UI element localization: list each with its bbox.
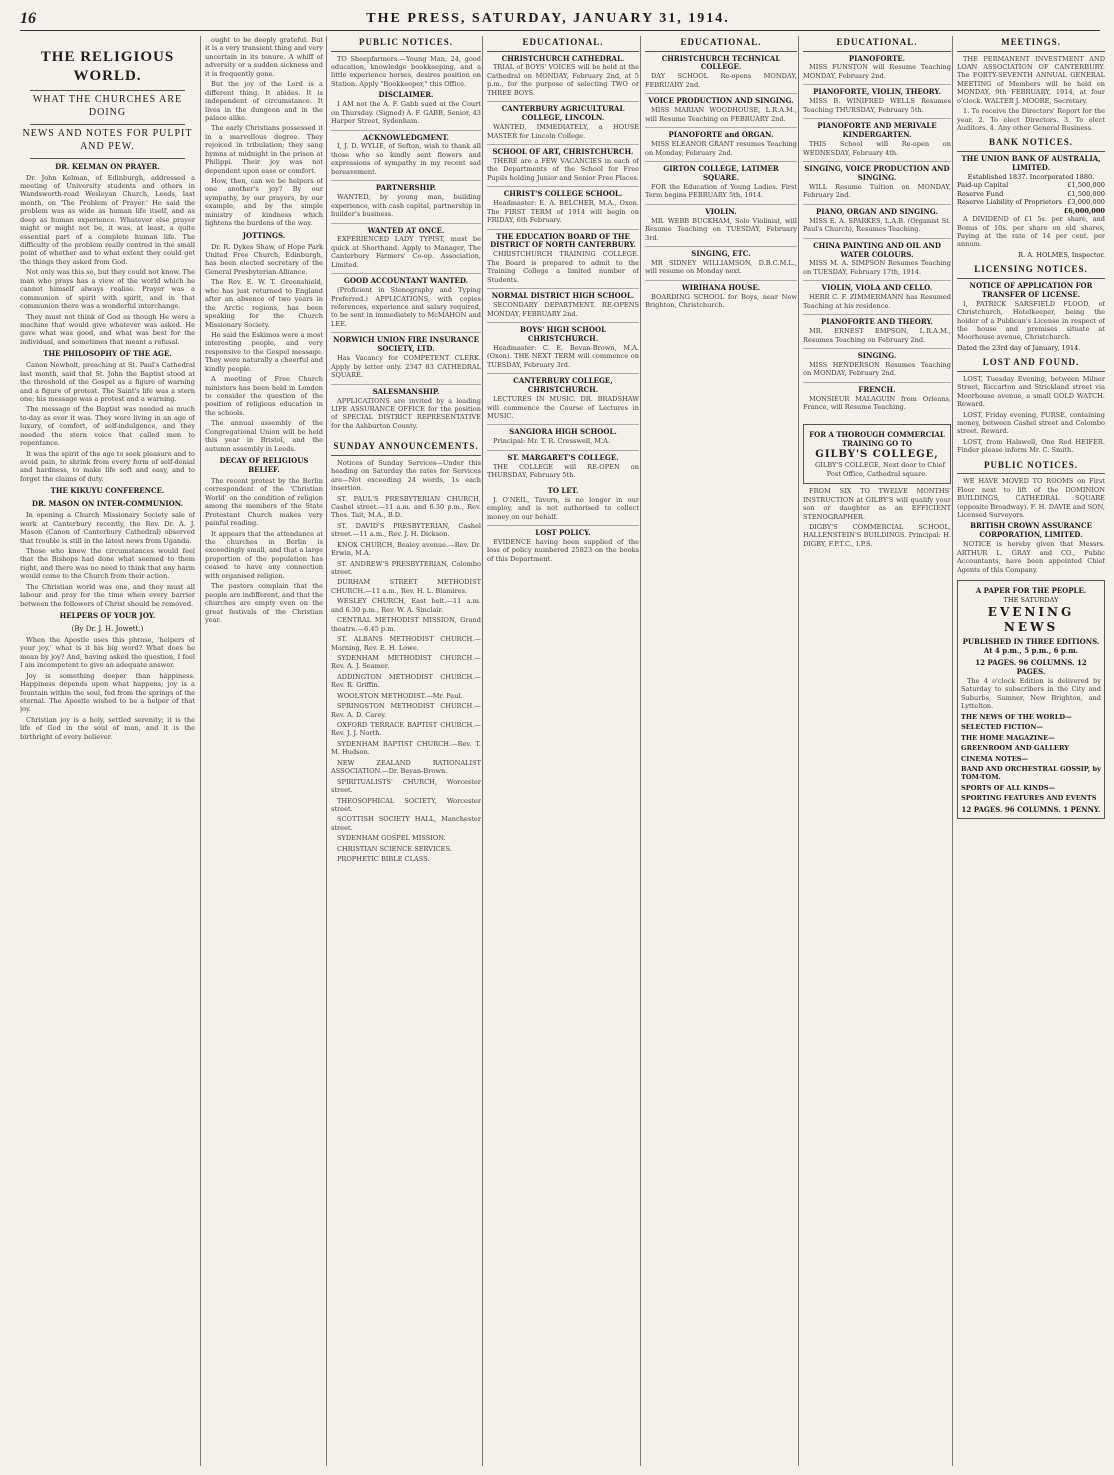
- meetings-heading: MEETINGS.: [957, 36, 1105, 52]
- sunday-item: SPRINGSTON METHODIST CHURCH.—Rev. A. D. Carey.: [331, 702, 481, 719]
- educational-item: [487, 292, 639, 323]
- educational-item: [487, 377, 639, 425]
- column-religious: THE RELIGIOUS WORLD. WHAT THE CHURCHES ARE DOING NEWS AND NOTES FOR PULPIT AND PEW. DR. KELMAN ON PRAYER. Dr. John Kelman, of Edinburgh, addressed a meeting of University students and others in Wandsworth-road Wesleyan Church, Leeds, last month, on 'The Problem of Prayer.' He said the problem was as wide as human life itself, and as deep as human experience. Whatever else prayer might or might not be, it was, at least, a quite essential part of a complete human life. The difficulty of the problem really centred in the small point of whether and to what extent they could get the things they asked from God. Not only was this so, but they could not know. The man who prays has a view of the world which he cannot himself always realise. Prayer was a communion of spirit with spirit, and in that communion there was a wonderful interchange. They must not think of God as though He were a machine that would give whatever was asked. He gave what was good, and what was best for the individual, and sometimes that meant a refusal. THE PHILOSOPHY OF THE AGE. Canon Newbolt, preaching at St. Paul's Cathedral last month, said that St. John the Baptist stood at the threshold of the Gospel as a figure of warning and a figure of protest. The Saint's life was a stern one; his message was a protest and a warning. The message of the Baptist was needed as much to-day as ever it was. They were living in an age of luxury, of comfort, of self-indulgence, and they needed the stern voice that called men to repentance. It was the spirit of the age to seek pleasure and to avoid pain, to shrink from every form of self-denial and hardness, to make life soft and easy, and to forget the claims of duty. THE KIKUYU CONFERENCE. DR. MASON ON INTER-COMMUNION. In opening a Church Missionary Society sale of work at Canterbury recently, the Rev. Dr. A. J. Mason (Canon of Canterbury Cathedral) observed that trouble is still in the latest news from Uganda. Those who knew the circumstances would feel that the Bishops had done what seemed to them right, and there was no need to think that any harm would come to the Church from their action. The Christian world was one, and they must all labour and pray for the time when every barrier between the followers of Christ should be removed. HELPERS OF YOUR JOY. (By Dr. J. H. Jowett.) When the Apostle uses this phrase, 'helpers of your joy,' what is it his big word? What does he mean by joy? And, having asked the question, I feel I am incompetent to give an adequate answer. Joy is something deeper than happiness. Happiness depends upon what happens; joy is a fountain within the soul, fed from the springs of the eternal. The Apostle wished to be a helper of that joy. Christian joy is a holy, settled serenity; it is the life of God in the soul of man, and it is the birthright of every believer.: [20, 49, 195, 741]
- music-title: PIANOFORTE.: [848, 53, 906, 63]
- sunday-item: SYDENHAM GOSPEL MISSION.: [337, 834, 446, 843]
- educational-item: [487, 105, 639, 145]
- notice-text: Has Vacancy for COMPETENT CLERK. Apply by letter only. 2347 83 CATHEDRAL SQUARE.: [331, 354, 481, 380]
- article-text: In opening a Church Missionary Society sale of work at Canterbury recently, the Rev. Dr. A. J. Mason (Canon of Canterbury Cathedral) observed that trouble is still in the latest news from Uganda.: [20, 511, 195, 545]
- sunday-item: NEW ZEALAND RATIONALIST ASSOCIATION.—Dr. Bevan-Brown.: [331, 758, 481, 776]
- educational-title: NORMAL DISTRICT HIGH SCHOOL.: [491, 291, 635, 301]
- notice-item: [331, 336, 481, 384]
- educational-item: [645, 250, 797, 281]
- educational-title: BOYS' HIGH SCHOOL CHRISTCHURCH.: [519, 325, 607, 343]
- article-text: Canon Newbolt, preaching at St. Paul's Cathedral last month, said that St. John the Baptist stood at the threshold of the Gospel as a figure of warning and a figure of protest. The Saint's life was a stern one; his message was a protest and a warning.: [20, 361, 195, 403]
- article-text: Dr. John Kelman, of Edinburgh, addressed a meeting of University students and others in Wandsworth-road Wesleyan Church, Leeds, last month, on 'The Problem of Prayer.' He said the problem was as wide as human life itself, and as deep as human experience. Whatever else prayer might or might not be, it was, at least, a quite essential part of a complete human life. The difficulty of the problem really centred in the small point of whether and to what extent they could get the things they asked from God.: [20, 173, 195, 266]
- music-text: MONSIEUR MALAGUIN from Orleans, France, will Resume Teaching.: [803, 394, 951, 412]
- sunday-item: ADDINGTON METHODIST CHURCH.—Rev. R. Griffin.: [331, 672, 481, 690]
- educational-item: [645, 284, 797, 314]
- article-text: When the Apostle uses this phrase, 'helpers of your joy,' what is it his big word? What does he mean by joy? And, having asked the question, I feel I am incompetent to give an adequate answer.: [20, 635, 195, 670]
- music-title: PIANO, ORGAN AND SINGING.: [816, 206, 938, 216]
- music-item: [803, 165, 951, 205]
- bank-figure-value: £1,500,000: [1067, 189, 1105, 198]
- bank-figure-label: Reserve Liability of Proprietors: [957, 198, 1063, 207]
- religious-subheading2: NEWS AND NOTES FOR PULPIT AND PEW.: [22, 127, 193, 152]
- music-title: SINGING, VOICE PRODUCTION AND SINGING.: [804, 163, 950, 182]
- educational-item: [487, 326, 639, 374]
- sunday-item: PROPHETIC BIBLE CLASS.: [337, 855, 430, 864]
- notice-title: ACKNOWLEDGMENT.: [363, 132, 449, 142]
- sunday-intro: Notices of Sunday Services—Under this heading on Saturday the rates for Services are—Not exceeding 24 words, 1s each insertion.: [331, 458, 481, 493]
- evening-news-footer: 12 PAGES. 96 COLUMNS. 1 PENNY.: [961, 804, 1101, 814]
- sunday-item: OXFORD TERRACE BAPTIST CHURCH.—Rev. J. J. North.: [331, 721, 481, 738]
- notice-item: [331, 184, 481, 223]
- evening-news-title: EVENING NEWS: [987, 604, 1075, 634]
- educational-text: CHRISTCHURCH TRAINING COLLEGE. The Board is prepared to admit to the Training College a limited number of Students.: [487, 250, 639, 284]
- evening-news-section: GREENROOM AND GALLERY: [961, 744, 1069, 753]
- evening-news-pages: 12 PAGES. 96 COLUMNS. 12 PAGES.: [975, 658, 1087, 677]
- licensing-heading: LICENSING NOTICES.: [957, 263, 1105, 279]
- music-title: VIOLIN, VIOLA AND CELLO.: [821, 283, 933, 293]
- notice-title: PARTNERSHIP.: [375, 183, 437, 193]
- article-title: DR. KELMAN ON PRAYER.: [55, 161, 160, 171]
- lost-item: LOST, from Halswell, One Red HEIFER. Finder please inform Mr. C. Smith.: [957, 437, 1105, 455]
- music-text: MISS M. A. SIMPSON Resumes Teaching on TUESDAY, February 17th, 1914.: [803, 259, 951, 276]
- sunday-item: SCOTTISH SOCIETY HALL, Manchester street.: [331, 815, 481, 832]
- evening-news-section: SPORTING FEATURES AND EVENTS: [961, 794, 1097, 803]
- notice-item: [331, 91, 481, 130]
- educational-text: MISS ELEANOR GRANT resumes Teaching on Monday, February 2nd.: [645, 140, 797, 157]
- article-text: ought to be deeply grateful. But it is a very transient thing and very uncertain in its tenure. A whiff of adversity or a sudden sickness and it is frequently gone.: [205, 36, 323, 78]
- educational-text: THE COLLEGE will RE-OPEN on THURSDAY, February 5th.: [487, 462, 639, 480]
- educational-title: VIOLIN.: [705, 206, 737, 216]
- lost-item: LOST, Friday evening, PURSE, containing money, between Cashel street and Colombo street. Reward.: [957, 410, 1105, 436]
- educational-title: PIANOFORTE and ORGAN.: [668, 130, 774, 140]
- bank-figure-label: Paid-up Capital: [957, 181, 1009, 190]
- public-notices2-heading: PUBLIC NOTICES.: [957, 459, 1105, 475]
- educational-heading: EDUCATIONAL.: [487, 36, 639, 52]
- educational-item: [645, 55, 797, 95]
- notice-text: I, J. D. WYLIE, of Sefton, wish to thank all those who so kindly sent flowers and expressions of sympathy in my recent sad bereavement.: [331, 142, 481, 176]
- notice-item: [331, 277, 481, 333]
- educational-text: DAY SCHOOL Re-opens MONDAY, FEBRUARY 2nd.: [645, 72, 797, 89]
- masthead: [20, 8, 1100, 31]
- bank-signature: R. A. HOLMES, Inspector.: [1018, 250, 1105, 259]
- column-religious-cont: ought to be deeply grateful. But it is a very transient thing and very uncertain in its tenure. A whiff of adversity or a sudden sickness and it is frequently gone. But the joy of the Lord is a different thing. It abides. It is independent of circumstance. It lives in the dungeon and in the palace alike. The early Christians possessed it in a marvellous degree. They rejoiced in tribulation; they sang hymns at midnight in the prison at Philippi. Their joy was not dependent upon ease or comfort. How, then, can we be helpers of one another's joy? By our sympathy, by our prayers, by our example, and by the simple ministry of kindness which lightens the burdens of the way. JOTTINGS. Dr. R. Dykes Shaw, of Hope Park United Free Church, Edinburgh, has been elected secretary of the General Presbyterian Alliance. The Rev. E. W. T. Greenshield, who has just returned to England after an absence of two years in the Arctic regions, has been speaking for the Church Missionary Society. He said the Eskimos were a most interesting people, and very responsive to the Gospel message. They were naturally a cheerful and kindly people. A meeting of Free Church ministers has been held in London to consider the question of the position of religious education in the schools. The annual assembly of the Congregational Union will be held this year in Bristol, and the autumn assembly in Leeds. DECAY OF RELIGIOUS BELIEF. The recent protest by the Berlin correspondent of the 'Christian World' on the condition of religion among the members of the State Protestant Church makes very painful reading. It appears that the attendance at the churches in Berlin is exceedingly small, and that a large proportion of the population has ceased to have any connection with organised religion. The pastors complain that the people are indifferent, and that the churches are empty even on the great festivals of the Christian year.: [200, 36, 323, 1466]
- sunday-item: DURHAM STREET METHODIST CHURCH.—11 a.m., Rev. H. L. Blamires.: [331, 578, 481, 595]
- notice-title: WANTED AT ONCE.: [367, 225, 445, 235]
- sunday-item: SPIRITUALISTS' CHURCH, Worcester street.: [331, 777, 481, 795]
- educational-title: WIRIHANA HOUSE.: [681, 282, 761, 292]
- bank-figure-row: [957, 181, 1105, 189]
- gilby-name: GILBY'S COLLEGE,: [815, 448, 939, 460]
- bank-established: Established 1837. Incorporated 1880.: [967, 172, 1095, 181]
- educational-text: TRIAL of BOYS' VOICES will be held at the Cathedral on MONDAY, February 2nd, at 5 p.m., for the purpose of selecting TWO or THREE BOYS.: [487, 63, 639, 97]
- music-item: [803, 352, 951, 383]
- notice-text: WANTED, by young man, building experience, with cash capital, partnership in builder's business.: [331, 193, 481, 219]
- educational-text: BOARDING SCHOOL for Boys, near New Brighton, Christchurch.: [645, 292, 797, 310]
- sunday-item: ST. ANDREW'S PRESBYTERIAN, Colombo street.: [331, 559, 481, 577]
- notice-title: SALESMANSHIP.: [372, 386, 440, 396]
- music-item: [803, 208, 951, 239]
- evening-news-label: THE SATURDAY: [1003, 596, 1059, 605]
- sunday-item: SYDENHAM METHODIST CHURCH.—Rev. A. J. Seamer.: [331, 653, 481, 671]
- educational-text: LECTURES IN MUSIC. DR. BRADSHAW will commence the Course of Lectures in MUSIC.: [487, 395, 639, 421]
- educational-item: [487, 428, 639, 450]
- music-item: [803, 386, 951, 416]
- evening-news-section: SELECTED FICTION—: [961, 723, 1044, 732]
- educational-text: SECONDARY DEPARTMENT. RE-OPENS MONDAY, FEBRUARY 2nd.: [487, 301, 639, 318]
- music-item: [803, 122, 951, 162]
- licensing-subheading: NOTICE OF APPLICATION FOR TRANSFER OF LICENSE.: [969, 280, 1093, 299]
- article-subtitle: DR. MASON ON INTER-COMMUNION.: [31, 499, 184, 509]
- educational-item: [487, 454, 639, 484]
- article-byline: (By Dr. J. H. Jowett.): [71, 625, 144, 634]
- bank-figure-row: [957, 190, 1105, 198]
- music-text: MISS B. WINIFRED WELLS Resumes Teaching THURSDAY, February 5th.: [803, 97, 951, 114]
- insurance-text: NOTICE is hereby given that Messrs. ARTHUR L. GRAY and CO., Public Accountants, have been appointed Chief Agents of this Company.: [957, 540, 1105, 574]
- educational-title: SCHOOL OF ART, CHRISTCHURCH.: [492, 147, 634, 156]
- educational-text: MISS MARIAN WOODHOUSE, L.R.A.M., will Resume Teaching on FEBRUARY 2nd.: [645, 106, 797, 123]
- public-notices2-text: WE HAVE MOVED TO ROOMS on First Floor next to lift of the DOMINION BUILDINGS, CATHEDRAL SQUARE (opposite Broadway). F. H. DAVIE and SON, Licensed Surveyors.: [957, 477, 1105, 520]
- educational-item: [645, 97, 797, 128]
- sunday-item: WESLEY CHURCH, East belt.—11 a.m. and 6.30 p.m., Rev. W. A. Sinclair.: [331, 597, 481, 614]
- educational-item: [487, 148, 639, 187]
- notice-text: (Proficient in Stenography and Typing Preferred.) APPLICATIONS, with copies references, experience and salary required, to be sent in immediately to McMAHON and LEE.: [331, 286, 481, 328]
- licensing-dated: Dated the 23rd day of January, 1914.: [957, 343, 1081, 352]
- educational-title: CHRISTCHURCH TECHNICAL COLLEGE.: [661, 53, 781, 72]
- educational-title: GIRTON COLLEGE, LATIMER SQUARE.: [663, 163, 779, 182]
- notice-title: DISCLAIMER.: [378, 90, 434, 100]
- notice-title: GOOD ACCOUNTANT WANTED.: [343, 276, 469, 286]
- evening-news-section: THE NEWS OF THE WORLD—: [961, 712, 1072, 721]
- music-text: THIS School will Re-open on WEDNESDAY, February 4th.: [803, 140, 951, 157]
- decay-text: The recent protest by the Berlin correspondent of the 'Christian World' on the condition of religion among the members of the State Protestant Church makes very painful reading.: [205, 476, 323, 528]
- public-notices-heading: PUBLIC NOTICES.: [331, 36, 481, 52]
- music-text: WILL Resume Tuition on MONDAY, February 2nd.: [803, 182, 951, 200]
- jottings-title: JOTTINGS.: [242, 230, 286, 240]
- bank-heading: BANK NOTICES.: [957, 136, 1105, 152]
- notice-title: NORWICH UNION FIRE INSURANCE SOCIETY, LTD.: [333, 335, 479, 354]
- bank-dividend: A DIVIDEND of £1 5s. per share, and Bonus of 10s. per share on old shares, Paying at the rate of 14 per cent. per annum.: [957, 215, 1105, 249]
- article-title: THE KIKUYU CONFERENCE.: [50, 486, 165, 496]
- educational-title: CHRISTCHURCH CATHEDRAL.: [501, 53, 625, 63]
- bank-figure-value: £3,000,000: [1067, 198, 1105, 207]
- music-item: [803, 284, 951, 315]
- article-title: HELPERS OF YOUR JOY.: [59, 611, 156, 621]
- educational-title: CHRIST'S COLLEGE SCHOOL.: [503, 189, 623, 199]
- column-educational-2: [640, 36, 797, 1466]
- evening-news-section: THE HOME MAGAZINE—: [961, 733, 1055, 742]
- music-title: FRENCH.: [858, 384, 896, 394]
- bank-total: £6,000,000: [1063, 206, 1105, 215]
- educational-text: Headmaster: E. A. BELCHER, M.A., Oxon. The FIRST TERM of 1914 will begin on FRIDAY, 6th February.: [487, 199, 639, 225]
- music-item: [803, 318, 951, 349]
- sunday-item: KNOX CHURCH, Bealey avenue.—Rev. Dr. Erwin, M.A.: [331, 540, 481, 558]
- educational-text: Principal: Mr. T. R. Cresswell, M.A.: [493, 437, 610, 446]
- gilby-ad: [803, 424, 951, 485]
- sunday-item: ST. ALBANS METHODIST CHURCH.—Morning, Rev. E. H. Lowe.: [331, 635, 481, 652]
- gilby-title: FOR A THOROUGH COMMERCIAL TRAINING GO TO: [809, 429, 945, 448]
- music-text: MISS HENDERSON Resumes Teaching on MONDAY, February 2nd.: [803, 360, 951, 378]
- educational-text: THERE are a FEW VACANCIES in each of the Departments of the School for Free Pupils holding Junior and Senior Free Places.: [487, 156, 639, 182]
- sunday-item: THEOSOPHICAL SOCIETY, Worcester street.: [331, 796, 481, 813]
- notice-item: [331, 388, 481, 435]
- bank-title: THE UNION BANK OF AUSTRALIA, LIMITED.: [961, 153, 1101, 172]
- evening-news-section: CINEMA NOTES—: [961, 754, 1029, 763]
- religious-subheading: WHAT THE CHURCHES ARE DOING: [32, 94, 183, 119]
- decay-title: DECAY OF RELIGIOUS BELIEF.: [219, 456, 309, 475]
- music-item: [803, 55, 951, 86]
- educational-title: THE EDUCATION BOARD OF THE DISTRICT OF NORTH CANTERBURY.: [490, 231, 636, 250]
- music-text: HERR C. F. ZIMMERMANN has Resumed Teaching at his residence.: [803, 293, 951, 310]
- bank-figure-value: £1,500,000: [1067, 181, 1105, 190]
- educational-item: [645, 208, 797, 247]
- educational-text: Headmaster: C. E. Bevan-Brown, M.A. (Oxon). THE NEXT TERM will commence on TUESDAY, February 3rd.: [487, 343, 639, 369]
- sunday-item: ST. PAUL'S PRESBYTERIAN CHURCH, Cashel street.—11 a.m. and 6.30 p.m., Rev. Thos. Tait, M.A., B.D.: [331, 494, 481, 520]
- music-title: PIANOFORTE AND THEORY.: [821, 317, 933, 327]
- educational-item: [645, 131, 797, 162]
- lost-item: LOST, Tuesday Evening, between Milner Street, Riccarton and Strickland street via Moorhouse avenue, a small GOLD WATCH. Reward.: [957, 374, 1105, 409]
- educational-title: CANTERBURY COLLEGE, CHRISTCHURCH.: [513, 376, 613, 395]
- music-title: PIANOFORTE AND MERIVALE KINDERGARTEN.: [817, 121, 937, 140]
- educational-text: WANTED, IMMEDIATELY, a HOUSE MASTER for Lincoln College.: [487, 123, 639, 140]
- column-public-notices: PUBLIC NOTICES. TO Sheepfarmers.—Young Man, 24, good education, knowledge bookkeeping, and a little experience horses, desires position on Station. Apply "Bookkeeper," this Office. DISCLAIMER. I AM not the A. F. Gabb sued at the Court on Thursday. (Signed) A. F. GABB, Senior, 43 Harper Street, Sydenham. ACKNOWLEDGMENT. I, J. D. WYLIE, of Sefton, wish to thank all those who so kindly sent flowers and expressions of sympathy in my recent sad bereavement. PARTNERSHIP. WANTED, by young man, building experience, with cash capital, partnership in builder's business. WANTED AT ONCE. EXPERIENCED LADY TYPIST, must be quick at Shorthand. Apply to Manager, The Canterbury Farmers' Co-op. Association, Limited. GOOD ACCOUNTANT WANTED. (Proficient in Stenography and Typing Preferred.) APPLICATIONS, with copies references, experience and salary required, to be sent in immediately to McMAHON and LEE. NORWICH UNION FIRE INSURANCE SOCIETY, LTD. Has Vacancy for COMPETENT CLERK. Apply by letter only. 2347 83 CATHEDRAL SQUARE. SALESMANSHIP. APPLICATIONS are invited by a leading LIFE ASSURANCE OFFICE for the position of SPECIAL DISTRICT REPRESENTATIVE for the Ashburton County. SUNDAY ANNOUNCEMENTS. Notices of Sunday Services—Under this heading on Saturday the rates for Services are—Not exceeding 24 words, 1s each insertion. ST. PAUL'S PRESBYTERIAN CHURCH, Cashel street.—11 a.m. and 6.30 p.m., Rev. Thos. Tait, M.A., B.D. ST. DAVID'S PRESBYTERIAN, Cashel street.—11 a.m., Rev. J. H. Dickson. KNOX CHURCH, Bealey avenue.—Rev. Dr. Erwin, M.A. ST. ANDREW'S PRESBYTERIAN, Colombo street. DURHAM STREET METHODIST CHURCH.—11 a.m., Rev. H. L. Blamires. WESLEY CHURCH, East belt.—11 a.m. and 6.30 p.m., Rev. W. A. Sinclair. CENTRAL METHODIST MISSION, Grand theatre.—6.45 p.m. ST. ALBANS METHODIST CHURCH.—Morning, Rev. E. H. Lowe. SYDENHAM METHODIST CHURCH.—Rev. A. J. Seamer. ADDINGTON METHODIST CHURCH.—Rev. R. Griffin. WOOLSTON METHODIST.—Mr. Paul. SPRINGSTON METHODIST CHURCH.—Rev. A. D. Carey. OXFORD TERRACE BAPTIST CHURCH.—Rev. J. J. North. SYDENHAM BAPTIST CHURCH.—Rev. T. M. Hudson. NEW ZEALAND RATIONALIST ASSOCIATION.—Dr. Bevan-Brown. SPIRITUALISTS' CHURCH, Worcester street. THEOSOPHICAL SOCIETY, Worcester street. SCOTTISH SOCIETY HALL, Manchester street. SYDENHAM GOSPEL MISSION. CHRISTIAN SCIENCE SERVICES. PROPHETIC BIBLE CLASS.: [326, 36, 481, 1466]
- educational-item: [487, 55, 639, 103]
- educational-heading-2: EDUCATIONAL.: [645, 36, 797, 52]
- music-title: PIANOFORTE, VIOLIN, THEORY.: [813, 87, 941, 97]
- notice-item: [331, 134, 481, 182]
- educational-item: [487, 190, 639, 229]
- educational-title: CANTERBURY AGRICULTURAL COLLEGE, LINCOLN.: [501, 104, 625, 123]
- insurance-title: BRITISH CROWN ASSURANCE CORPORATION, LIMITED.: [970, 521, 1092, 540]
- evening-news-ad: [957, 580, 1105, 819]
- notice-text: I AM not the A. F. Gabb sued at the Court on Thursday. (Signed) A. F. GABB, Senior, 43 Harper Street, Sydenham.: [331, 100, 481, 126]
- evening-news-editions: PUBLISHED IN THREE EDITIONS. At 4 p.m., 5 p.m., 6 p.m.: [962, 637, 1100, 656]
- music-item: [803, 88, 951, 119]
- sunday-heading: SUNDAY ANNOUNCEMENTS.: [331, 440, 481, 456]
- evening-news-text: The 4 o'clock Edition is delivered by Saturday to subscribers in the City and Suburbs, Sumner, New Brighton, and Lyttelton.: [961, 677, 1101, 711]
- columns: [20, 36, 1105, 1466]
- educational-text: MR. WEBB BUCKHAM, Solo Violinist, will Resume Teaching on TUESDAY, February 3rd.: [645, 216, 797, 242]
- article-title: THE PHILOSOPHY OF THE AGE.: [43, 349, 172, 359]
- music-title: CHINA PAINTING AND OIL AND WATER COLOURS.: [813, 240, 941, 259]
- bank-figure-label: Reserve Fund: [957, 189, 1004, 198]
- lost-found-heading: LOST AND FOUND.: [957, 356, 1105, 372]
- gilby-text: GILBY'S COLLEGE, Next door to Chief Post Office, Cathedral square.: [814, 461, 946, 478]
- bank-figures: [957, 181, 1105, 206]
- meetings-text: THE PERMANENT INVESTMENT AND LOAN ASSOCIATION OF CANTERBURY. The FORTY-SEVENTH ANNUAL GENERAL MEETING of Members will be held on MONDAY, 9th FEBRUARY, 1914, at four o'clock. WALTER J. MOORE, Secretary.: [957, 54, 1105, 105]
- sunday-item: SYDENHAM BAPTIST CHURCH.—Rev. T. M. Hudson.: [331, 739, 481, 757]
- educational-title: SANGIORA HIGH SCHOOL.: [509, 427, 617, 437]
- sunday-item: ST. DAVID'S PRESBYTERIAN, Cashel street.—11 a.m., Rev. J. H. Dickson.: [331, 521, 481, 539]
- educational-item: [645, 165, 797, 205]
- evening-news-section: SPORTS OF ALL KINDS—: [961, 783, 1056, 792]
- music-text: MISS FUNSTON will Resume Teaching MONDAY, February 2nd.: [803, 63, 951, 80]
- notice-text: APPLICATIONS are invited by a leading LIFE ASSURANCE OFFICE for the position of SPECIAL DISTRICT REPRESENTATIVE for the Ashburton County.: [331, 396, 481, 430]
- educational-title: SINGING, ETC.: [691, 249, 751, 258]
- notice-text: EXPERIENCED LADY TYPIST, must be quick at Shorthand. Apply to Manager, The Canterbury Farmers' Co-op. Association, Limited.: [331, 235, 481, 269]
- music-text: MISS E. A. SPARKES, L.A.B. (Organist St. Paul's Church), Resumes Teaching.: [803, 216, 951, 234]
- masthead-title: THE PRESS, SATURDAY, JANUARY 31, 1914.: [366, 11, 730, 26]
- educational-item: [487, 233, 639, 290]
- column-music: EDUCATIONAL. PIANOFORTE. MISS FUNSTON will Resume Teaching MONDAY, February 2nd. PIANOFORTE, VIOLIN, THEORY. MISS B. WINIFRED WELLS Resumes Teaching THURSDAY, February 5th. PIANOFORTE AND MERIVALE KINDERGARTEN. THIS School will Re-open on WEDNESDAY, February 4th. SINGING, VOICE PRODUCTION AND SINGING. WILL Resume Tuition on MONDAY, February 2nd. PIANO, ORGAN AND SINGING. MISS E. A. SPARKES, L.A.B. (Organist St. Paul's Church), Resumes Teaching. CHINA PAINTING AND OIL AND WATER COLOURS. MISS M. A. SIMPSON Resumes Teaching on TUESDAY, February 17th, 1914. VIOLIN, VIOLA AND CELLO. HERR C. F. ZIMMERMANN has Resumed Teaching at his residence. PIANOFORTE AND THEORY. MR. ERNEST EMPSON, L.R.A.M., Resumes Teaching on February 2nd. SINGING. MISS HENDERSON Resumes Teaching on MONDAY, February 2nd. FRENCH. MONSIEUR MALAGUIN from Orleans, France, will Resume Teaching. FOR A THOROUGH COMMERCIAL TRAINING GO TO GILBY'S COLLEGE, GILBY'S COLLEGE, Next door to Chief Post Office, Cathedral square. FROM SIX TO TWELVE MONTHS' INSTRUCTION at GILBY'S will qualify your son or daughter as an EFFICIENT STENOGRAPHER. DIGBY'S COMMERCIAL SCHOOL, HALLENSTEIN'S BUILDINGS. Principal: H. DIGBY, F.P.T.C., I.P.S.: [798, 36, 951, 1466]
- sunday-item: CHRISTIAN SCIENCE SERVICES.: [337, 844, 452, 853]
- jottings-text: Dr. R. Dykes Shaw, of Hope Park United Free Church, Edinburgh, has been elected secretary of the General Presbyterian Alliance.: [205, 242, 323, 276]
- column-meetings: MEETINGS. THE PERMANENT INVESTMENT AND LOAN ASSOCIATION OF CANTERBURY. The FORTY-SEVENTH ANNUAL GENERAL MEETING of Members will be held on MONDAY, 9th FEBRUARY, 1914, at four o'clock. WALTER J. MOORE, Secretary. 1. To receive the Directors' Report for the year. 2. To elect Directors. 3. To elect Auditors. 4. Any other General Business. BANK NOTICES. THE UNION BANK OF AUSTRALIA, LIMITED. Established 1837. Incorporated 1880. Paid-up Capital £1,500,000 Reserve Fund £1,500,000 Reserve Liability of Proprietors £3,000,000 £6,000,000 A DIVIDEND of £1 5s. per share, and Bonus of 10s. per share on old shares, Paying at the rate of 14 per cent. per annum. R. A. HOLMES, Inspector. LICENSING NOTICES. NOTICE OF APPLICATION FOR TRANSFER OF LICENSE. I, PATRICK SARSFIELD FLOOD, of Christchurch, Hotelkeeper, being the holder of a Publican's License in respect of the house and premises situate at Moorhouse avenue, Christchurch. Dated the 23rd day of January, 1914. LOST AND FOUND. LOST, Tuesday Evening, between Milner Street, Riccarton and Strickland street via Moorhouse avenue, a small GOLD WATCH. Reward. LOST, Friday evening, PURSE, containing money, between Cashel street and Colombo street. Reward. LOST, from Halswell, One Red HEIFER. Finder please inform Mr. C. Smith. PUBLIC NOTICES. WE HAVE MOVED TO ROOMS on First Floor next to lift of the DOMINION BUILDINGS, CATHEDRAL SQUARE (opposite Broadway). F. H. DAVIE and SON, Licensed Surveyors. BRITISH CROWN ASSURANCE CORPORATION, LIMITED. NOTICE is hereby given that Messrs. ARTHUR L. GRAY and CO., Public Accountants, have been appointed Chief Agents of this Company. A PAPER FOR THE PEOPLE. THE SATURDAY EVENING NEWS PUBLISHED IN THREE EDITIONS. At 4 p.m., 5 p.m., 6 p.m. 12 PAGES. 96 COLUMNS. 12 PAGES. The 4 o'clock Edition is delivered by Saturday to subscribers in the City and Suburbs, Sumner, New Brighton, and Lyttelton. THE NEWS OF THE WORLD— SELECTED FICTION— THE HOME MAGAZINE— GREENROOM AND GALLERY CINEMA NOTES— BAND AND ORCHESTRAL GOSSIP, by TOM-TOM. SPORTS OF ALL KINDS— SPORTING FEATURES AND EVENTS 12 PAGES. 96 COLUMNS. 1 PENNY.: [952, 36, 1105, 1466]
- music-title: SINGING.: [857, 351, 897, 360]
- evening-news-tagline: A PAPER FOR THE PEOPLE.: [975, 586, 1087, 596]
- educational-heading-3: EDUCATIONAL.: [803, 36, 951, 52]
- sunday-item: CENTRAL METHODIST MISSION, Grand theatre.—6.45 p.m.: [331, 616, 481, 633]
- educational-title: VOICE PRODUCTION AND SINGING.: [648, 96, 794, 106]
- educational-text: MR SIDNEY WILLIAMSON, D.B.C.M.L., will resume on Monday next.: [645, 258, 797, 276]
- educational-text: FOR the Education of Young Ladies. First Term begins FEBRUARY 5th, 1914.: [645, 182, 797, 200]
- licensing-text: I, PATRICK SARSFIELD FLOOD, of Christchurch, Hotelkeeper, being the holder of a Publican's License in respect of the house and premises situate at Moorhouse avenue, Christchurch.: [957, 299, 1105, 342]
- notice-item: [331, 227, 481, 275]
- religious-heading: THE RELIGIOUS WORLD.: [40, 49, 175, 85]
- music-text: MR. ERNEST EMPSON, L.R.A.M., Resumes Teaching on February 2nd.: [803, 327, 951, 344]
- evening-news-section: BAND AND ORCHESTRAL GOSSIP, by TOM-TOM.: [961, 764, 1101, 782]
- bank-figure-row: [957, 198, 1105, 206]
- music-item: [803, 242, 951, 282]
- page-number: 16: [20, 10, 36, 27]
- educational-title: ST. MARGARET'S COLLEGE.: [507, 452, 619, 462]
- sunday-item: WOOLSTON METHODIST.—Mr. Paul.: [337, 691, 463, 700]
- column-educational: EDUCATIONAL. CHRISTCHURCH CATHEDRAL. TRIAL of BOYS' VOICES will be held at the Cathedral on MONDAY, February 2nd, at 5 p.m., for the purpose of selecting TWO or THREE BOYS. CANTERBURY AGRICULTURAL COLLEGE, LINCOLN. WANTED, IMMEDIATELY, a HOUSE MASTER for Lincoln College. SCHOOL OF ART, CHRISTCHURCH. THERE are a FEW VACANCIES in each of the Departments of the School for Free Pupils holding Junior and Senior Free Places. CHRIST'S COLLEGE SCHOOL. Headmaster: E. A. BELCHER, M.A., Oxon. The FIRST TERM of 1914 will begin on FRIDAY, 6th February. THE EDUCATION BOARD OF THE DISTRICT OF NORTH CANTERBURY. CHRISTCHURCH TRAINING COLLEGE. The Board is prepared to admit to the Training College a limited number of Students. NORMAL DISTRICT HIGH SCHOOL. SECONDARY DEPARTMENT. RE-OPENS MONDAY, FEBRUARY 2nd. BOYS' HIGH SCHOOL CHRISTCHURCH. Headmaster: C. E. Bevan-Brown, M.A. (Oxon). THE NEXT TERM will commence on TUESDAY, February 3rd. CANTERBURY COLLEGE, CHRISTCHURCH. LECTURES IN MUSIC. DR. BRADSHAW will commence the Course of Lectures in MUSIC. SANGIORA HIGH SCHOOL. Principal: Mr. T. R. Cresswell, M.A. ST. MARGARET'S COLLEGE. THE COLLEGE will RE-OPEN on THURSDAY, February 5th. TO LET. J. O'NEIL, Tavern, is no longer in our employ, and is not authorised to collect money on our behalf. LOST POLICY. EVIDENCE having been supplied of the loss of policy numbered 25823 on the books of this Department.: [482, 36, 639, 1466]
